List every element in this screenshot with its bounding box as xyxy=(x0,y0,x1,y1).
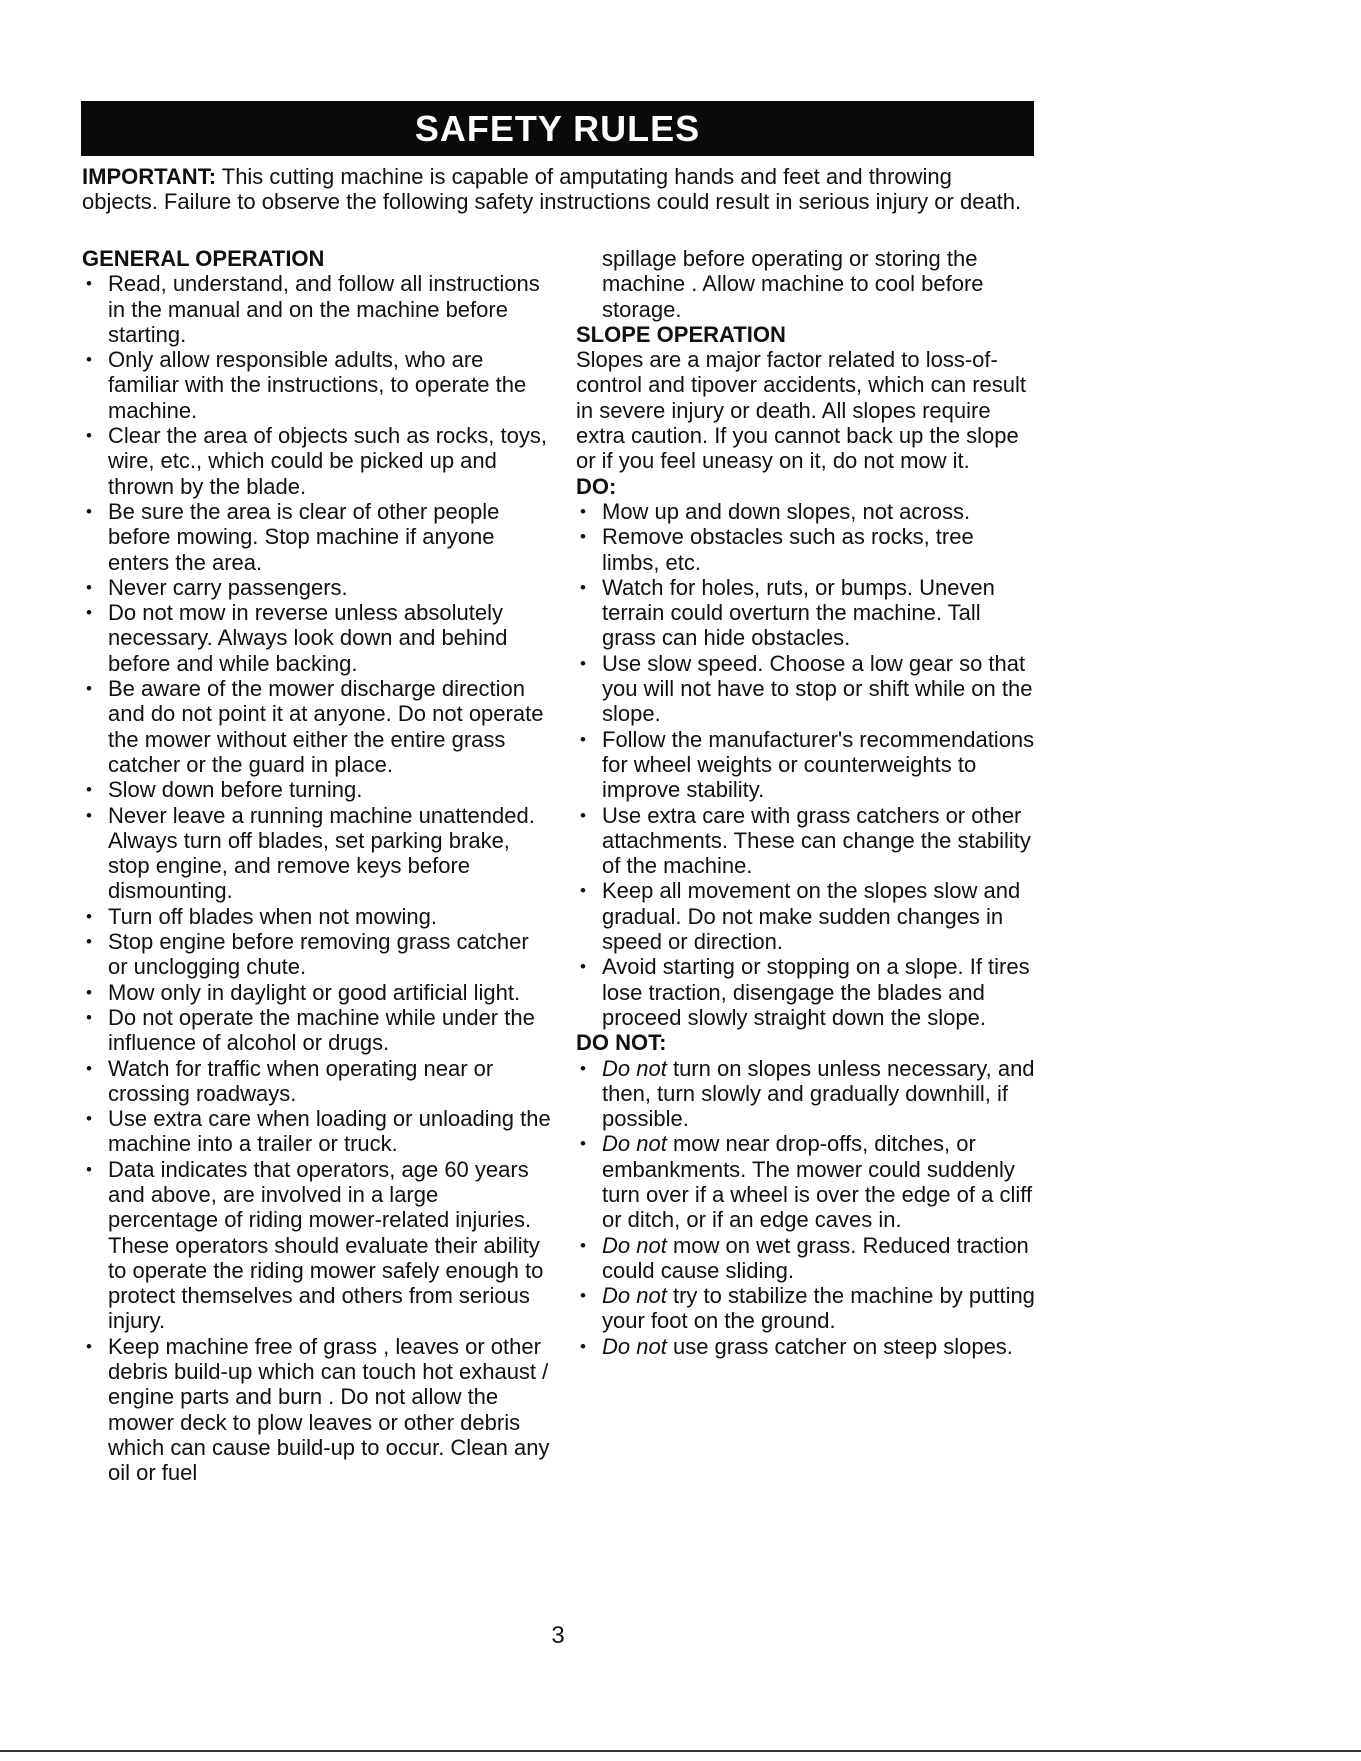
list-item: • Do not mow in reverse unless absolutely necessary. Always look down and behind before and while backing. xyxy=(82,600,552,676)
bottom-divider xyxy=(0,1750,1361,1752)
do-list xyxy=(576,499,1036,1030)
list-item xyxy=(576,1131,1036,1232)
list-item: • Be sure the area is clear of other people before mowing. Stop machine if anyone enters the area. xyxy=(82,499,552,575)
list-item: • Read, understand, and follow all instructions in the manual and on the machine before starting. xyxy=(82,271,552,347)
list-item: • Mow only in daylight or good artificial light. xyxy=(82,980,552,1005)
banner-title: SAFETY RULES xyxy=(414,107,701,149)
list-item: • Be aware of the mower discharge direction and do not point it at anyone. Do not operate the mower without either the entire grass catcher or the guard in place. xyxy=(82,676,552,777)
important-label: IMPORTANT: xyxy=(82,164,217,189)
list-item: • Watch for traffic when operating near or crossing roadways. xyxy=(82,1056,552,1107)
list-item: • Never leave a running machine unattended. Always turn off blades, set parking brake, stop engine, and remove keys before dismounting. xyxy=(82,803,552,904)
general-operation-list xyxy=(82,271,552,1485)
list-item: • Stop engine before removing grass catcher or unclogging chute. xyxy=(82,929,552,980)
list-item: • Avoid starting or stopping on a slope. If tires lose traction, disengage the blades and proceed slowly straight down the slope. xyxy=(576,954,1036,1030)
do-not-prefix: Do not xyxy=(602,1232,667,1258)
general-continuation: spillage before operating or storing the machine . Allow machine to cool before storage. xyxy=(602,246,984,322)
list-item xyxy=(576,1334,1036,1359)
do-not-text: use grass catcher on steep slopes. xyxy=(672,1333,1013,1359)
list-item: • Keep all movement on the slopes slow and gradual. Do not make sudden changes in speed or direction. xyxy=(576,878,1036,954)
do-not-prefix: Do not xyxy=(602,1333,667,1359)
list-item: • Remove obstacles such as rocks, tree limbs, etc. xyxy=(576,524,1036,575)
left-column xyxy=(82,246,552,1486)
list-item: • Data indicates that operators, age 60 years and above, are involved in a large percentage of riding mower-related injuries. These operators should evaluate their ability to operate the riding mower safely enough to protect themselves and others from serious injury. xyxy=(82,1157,552,1334)
list-item: • Use extra care with grass catchers or other attachments. These can change the stability of the machine. xyxy=(576,803,1036,879)
list-item: • Do not operate the machine while under the influence of alcohol or drugs. xyxy=(82,1005,552,1056)
important-notice xyxy=(82,164,1032,214)
list-item: • Clear the area of objects such as rocks, toys, wire, etc., which could be picked up and thrown by the blade. xyxy=(82,423,552,499)
list-item: • Use slow speed. Choose a low gear so that you will not have to stop or shift while on the slope. xyxy=(576,651,1036,727)
list-item: • Mow up and down slopes, not across. xyxy=(576,499,1036,524)
do-heading: DO: xyxy=(576,473,617,499)
do-not-prefix: Do not xyxy=(602,1283,667,1309)
list-item: • Keep machine free of grass , leaves or other debris build-up which can touch hot exhaust / engine parts and burn . Do not allow the mower deck to plow leaves or other debris which can cause build-up to occur. Clean any oil or fuel xyxy=(82,1334,552,1486)
safety-rules-banner xyxy=(81,101,1034,156)
do-not-text: mow on wet grass. Reduced traction could cause sliding. xyxy=(602,1232,1029,1283)
do-not-prefix: Do not xyxy=(602,1055,667,1081)
list-item: • Slow down before turning. xyxy=(82,777,552,802)
list-item: • Follow the manufacturer's recommendations for wheel weights or counterweights to improve stability. xyxy=(576,727,1036,803)
slope-intro: Slopes are a major factor related to loss-of-control and tipover accidents, which can result in severe injury or death. All slopes require extra caution. If you cannot back up the slope or if you feel uneasy on it, do not mow it. xyxy=(576,347,1027,474)
list-item xyxy=(576,1056,1036,1132)
do-not-prefix: Do not xyxy=(602,1131,667,1157)
do-not-text: turn on slopes unless necessary, and then, turn slowly and gradually downhill, if possible. xyxy=(602,1055,1035,1132)
list-item: • Use extra care when loading or unloading the machine into a trailer or truck. xyxy=(82,1106,552,1157)
slope-operation-heading: SLOPE OPERATION xyxy=(576,321,786,347)
right-column xyxy=(576,246,1036,1359)
list-item: • Watch for holes, ruts, or bumps. Uneven terrain could overturn the machine. Tall grass can hide obstacles. xyxy=(576,575,1036,651)
list-item: • Only allow responsible adults, who are familiar with the instructions, to operate the machine. xyxy=(82,347,552,423)
important-text: This cutting machine is capable of amputating hands and feet and throwing objects. Failure to observe the following safety instructions could result in serious injury or death. xyxy=(82,164,1022,214)
page-number: 3 xyxy=(551,1622,565,1649)
do-not-heading: DO NOT: xyxy=(576,1030,667,1056)
list-item xyxy=(576,1233,1036,1284)
do-not-text: try to stabilize the machine by putting your foot on the ground. xyxy=(602,1283,1035,1334)
list-item xyxy=(576,1283,1036,1334)
do-not-text: mow near drop-offs, ditches, or embankments. The mower could suddenly turn over if a wheel is over the edge of a cliff or ditch, or if an edge caves in. xyxy=(602,1131,1033,1233)
do-not-list xyxy=(576,1056,1036,1360)
list-item: • Turn off blades when not mowing. xyxy=(82,904,552,929)
general-operation-heading: GENERAL OPERATION xyxy=(82,246,325,271)
list-item: • Never carry passengers. xyxy=(82,575,552,600)
